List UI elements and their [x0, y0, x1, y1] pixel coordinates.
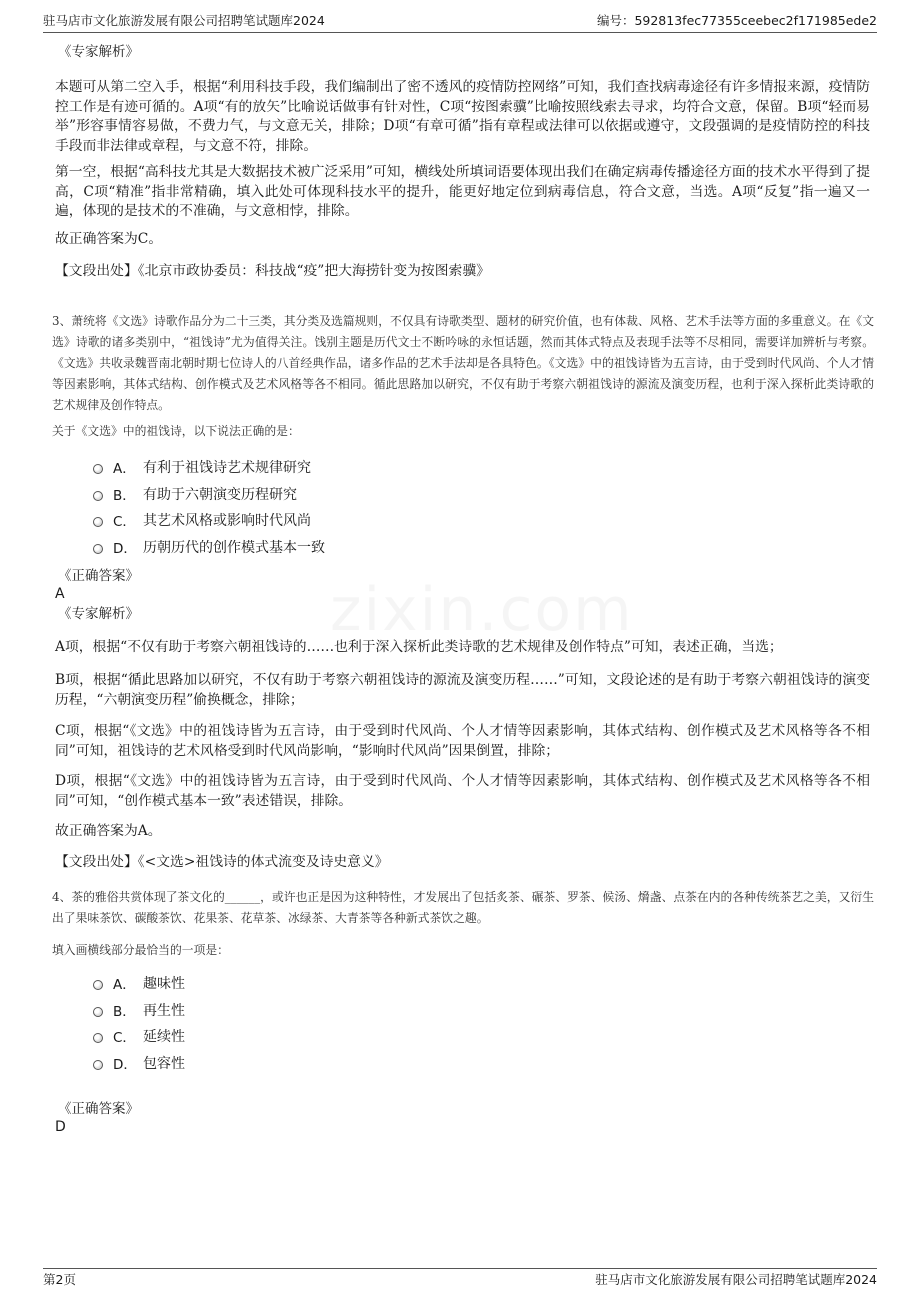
q3-analysis-b: B项，根据“循此思路加以研究，不仅有助于考察六朝祖饯诗的源流及演变历程……”可知，文段论述的是有助于考察六朝祖饯诗的演变历程，“六朝演变历程”偷换概念，排除； — [55, 672, 870, 708]
q3-source: 【文段出处】《<文选>祖饯诗的体式流变及诗史意义》 — [55, 854, 389, 870]
option-text: 其艺术风格或影响时代风尚 — [143, 513, 311, 530]
option-text: 历朝历代的创作模式基本一致 — [143, 539, 325, 556]
q3-analysis-c: C项，根据“《文选》中的祖饯诗皆为五言诗，由于受到时代风尚、个人才情等因素影响，其体式结构、创作模式及艺术风格等各不相同”可知，祖饯诗的艺术风格受到时代风尚影响，“影响时代风尚”因果倒置，排除； — [55, 723, 870, 759]
q2-analysis-p1: 本题可从第二空入手，根据“利用科技手段，我们编制出了密不透风的疫情防控网络”可知，我们查找病毒途径有许多情报来源，疫情防控工作是有迹可循的。A项“有的放矢”比喻说话做事有针对性，C项“按图索骥”比喻按照线索去寻求，均符合文意，保留。B项“轻而易举”形容事情容易做，不费力气，与文意无关，排除；D项“有章可循”指有章程或法律可以依据或遵守，文段强调的是疫情防控的科技手段而非法律或章程，与文意不符，排除。 — [55, 79, 870, 154]
q4-answer-label: 《正确答案》 — [58, 1101, 139, 1117]
q3-option-b[interactable]: B． 有助于六朝演变历程研究 — [93, 481, 325, 508]
q4-option-b[interactable]: B． 再生性 — [93, 997, 185, 1024]
radio-icon[interactable] — [93, 464, 103, 474]
q3-stem: 3、萧统将《文选》诗歌作品分为二十三类，其分类及选篇规则，不仅具有诗歌类型、题材的研究价值，也有体裁、风格、艺术手法等方面的多重意义。在《文选》诗歌的诸多类别中，“祖饯诗”尤为值得关注。饯别主题是历代文士不断吟咏的永恒话题，然而其体式特点及表现手法等不尽相同，需要详加辨析与考察。《文选》共收录魏晋南北朝时期七位诗人的八首经典作品，诸多作品的艺术手法却是各具特色。《文选》中的祖饯诗皆为五言诗，由于受到时代风尚、个人才情等因素影响，其体式结构、创作模式及艺术风格等各不相同。循此思路加以研究，不仅有助于考察六朝祖饯诗的源流及演变历程，也利于深入探析此类诗歌的艺术规律及创作特点。 — [52, 314, 874, 412]
q2-source: 【文段出处】《北京市政协委员：科技战“疫”把大海捞针变为按图索骥》 — [55, 263, 490, 279]
q4-option-d[interactable]: D． 包容性 — [93, 1050, 185, 1077]
q4-stem: 4、茶的雅俗共赏体现了茶文化的______，或许也正是因为这种特性，才发展出了包括炙茶、碾茶、罗茶、候汤、熁盏、点茶在内的各种传统茶艺之美，又衍生出了果味茶饮、碳酸茶饮、花果茶、花草茶、冰绿茶、大青茶等各种新式茶饮之趣。 — [52, 890, 874, 925]
option-text: 包容性 — [143, 1055, 185, 1072]
option-text: 延续性 — [143, 1029, 185, 1046]
q3-option-d[interactable]: D． 历朝历代的创作模式基本一致 — [93, 534, 325, 561]
radio-icon[interactable] — [93, 1060, 103, 1070]
radio-icon[interactable] — [93, 517, 103, 527]
page-footer — [43, 1268, 877, 1291]
q4-option-c[interactable]: C． 延续性 — [93, 1023, 185, 1050]
q2-conclusion: 故正确答案为C。 — [55, 231, 163, 247]
q4-option-a[interactable]: A． 趣味性 — [93, 970, 185, 997]
q3-conclusion: 故正确答案为A。 — [55, 823, 162, 839]
radio-icon[interactable] — [93, 980, 103, 990]
option-text: 再生性 — [143, 1002, 185, 1019]
q2-analysis-p2: 第一空，根据“高科技尤其是大数据技术被广泛采用”可知，横线处所填词语要体现出我们在确定病毒传播途径方面的技术水平得到了提高，C项“精准”指非常精确，填入此处可体现科技水平的提升，能更好地定位到病毒信息，符合文意，当选。A项“反复”指一遍又一遍，体现的是技术的不准确，与文意相悖，排除。 — [55, 164, 870, 219]
q4-options — [93, 970, 185, 1076]
radio-icon[interactable] — [93, 1007, 103, 1017]
q3-question: 关于《文选》中的祖饯诗，以下说法正确的是： — [52, 424, 300, 438]
q3-option-a[interactable]: A． 有利于祖饯诗艺术规律研究 — [93, 454, 325, 481]
q3-options — [93, 454, 325, 560]
header-code: 编号：592813fec77355ceebec2f171985ede2 — [596, 13, 877, 28]
watermark — [330, 575, 634, 645]
q3-analysis-d: D项，根据“《文选》中的祖饯诗皆为五言诗，由于受到时代风尚、个人才情等因素影响，其体式结构、创作模式及艺术风格等各不相同”可知，“创作模式基本一致”表述错误，排除。 — [55, 773, 870, 809]
q3-answer-label: 《正确答案》 — [58, 568, 139, 584]
header-title: 驻马店市文化旅游发展有限公司招聘笔试题库2024 — [43, 13, 325, 28]
option-text: 有利于祖饯诗艺术规律研究 — [143, 460, 311, 477]
q2-analysis-label: 《专家解析》 — [58, 44, 139, 60]
radio-icon[interactable] — [93, 1033, 103, 1043]
footer-page-number: 第2页 — [43, 1272, 76, 1287]
page-header — [43, 10, 877, 33]
q3-option-c[interactable]: C． 其艺术风格或影响时代风尚 — [93, 507, 325, 534]
q3-analysis-a: A项，根据“不仅有助于考察六朝祖饯诗的……也利于深入探析此类诗歌的艺术规律及创作特点”可知，表述正确，当选； — [55, 639, 783, 655]
option-text: 趣味性 — [143, 976, 185, 993]
option-text: 有助于六朝演变历程研究 — [143, 486, 297, 503]
q4-question: 填入画横线部分最恰当的一项是： — [52, 943, 229, 957]
q4-answer: D — [55, 1119, 66, 1135]
q3-answer: A — [55, 586, 65, 602]
radio-icon[interactable] — [93, 491, 103, 501]
q3-analysis-label: 《专家解析》 — [58, 606, 139, 622]
footer-title: 驻马店市文化旅游发展有限公司招聘笔试题库2024 — [595, 1272, 877, 1287]
radio-icon[interactable] — [93, 544, 103, 554]
